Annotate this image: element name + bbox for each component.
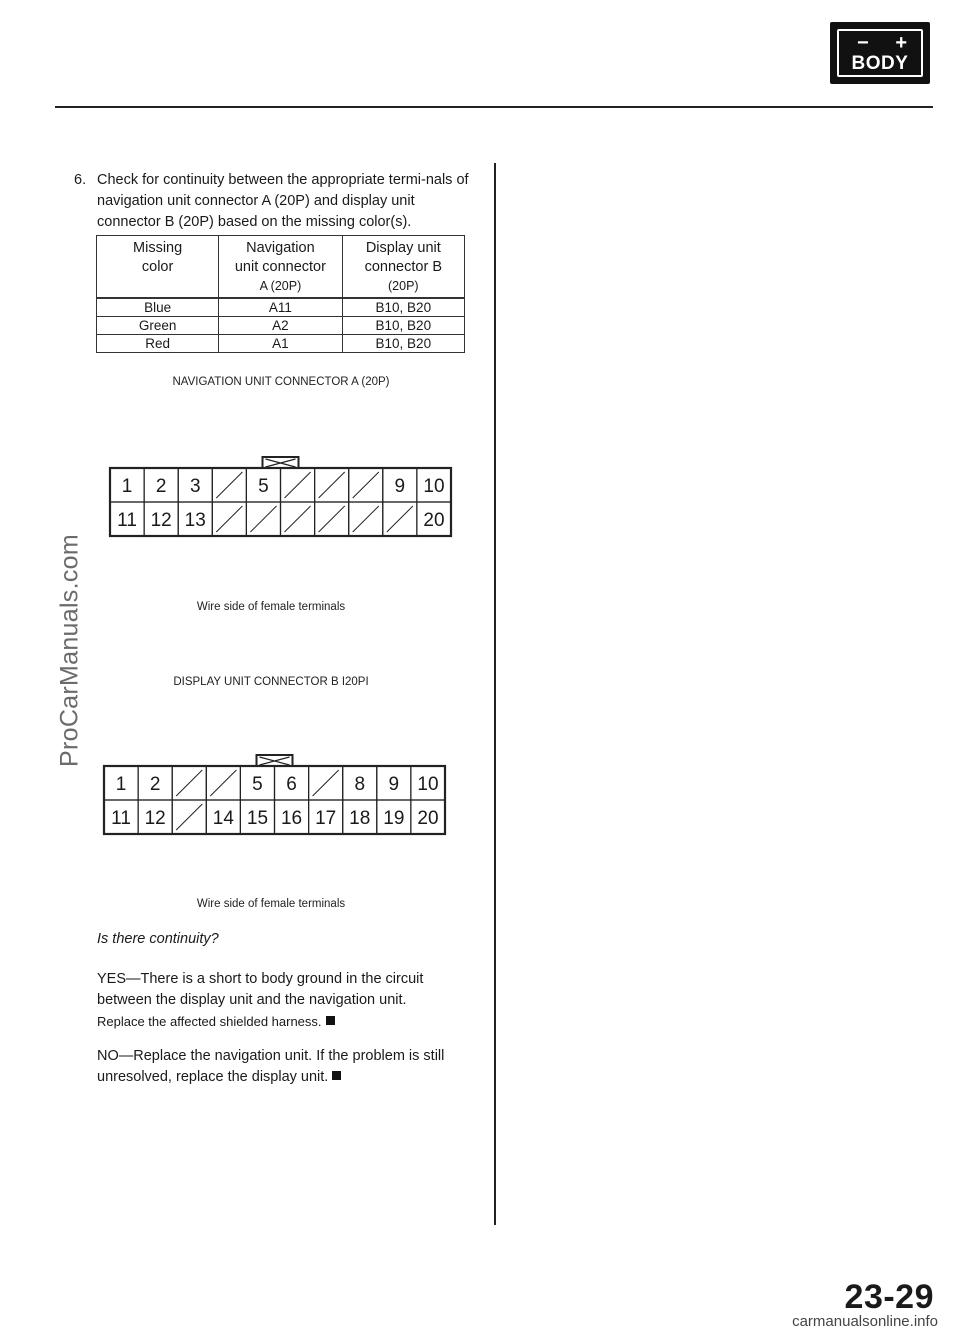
connector-a-empty-cavity xyxy=(353,506,379,532)
connector-b-empty-cavity xyxy=(176,770,202,796)
connector-a-terminal-number: 12 xyxy=(150,510,172,531)
header-missing-color: Missing color xyxy=(97,236,219,299)
connector-a-empty-cavity xyxy=(319,472,345,498)
connector-b-empty-cavity xyxy=(176,804,202,830)
table-row: Red A1 B10, B20 xyxy=(97,335,465,353)
battery-minus-icon: − xyxy=(857,32,869,54)
question-text: Is there continuity? xyxy=(97,931,219,947)
connector-b-terminal-number: 1 xyxy=(115,774,127,795)
connector-b-svg xyxy=(102,754,447,838)
connector-a-empty-cavity xyxy=(319,506,345,532)
connector-a-terminal-number: 2 xyxy=(155,476,167,497)
connector-a-caption: Wire side of female terminals xyxy=(196,601,346,613)
header-divider xyxy=(55,106,933,108)
connector-b-terminal-number: 14 xyxy=(212,808,234,829)
end-square-icon xyxy=(332,1071,341,1080)
connector-a-empty-cavity xyxy=(353,472,379,498)
yes-text: YES—There is a short to body ground in the circuit between the display unit and the navigation unit. xyxy=(97,971,424,1008)
connector-b-terminal-number: 8 xyxy=(354,774,366,795)
connector-a-empty-cavity xyxy=(285,472,311,498)
connector-b-terminal-number: 19 xyxy=(383,808,405,829)
page-number: 23-29 xyxy=(844,1278,934,1316)
connector-b-title: DISPLAY UNIT CONNECTOR B I20PI xyxy=(173,676,369,688)
connector-b-terminal-number: 20 xyxy=(417,808,439,829)
battery-body-badge xyxy=(830,22,930,84)
connector-a-empty-cavity xyxy=(387,506,413,532)
no-text: NO—Replace the navigation unit. If the problem is still unresolved, replace the display unit. xyxy=(97,1048,445,1085)
connector-a-title: NAVIGATION UNIT CONNECTOR A (20P) xyxy=(172,376,390,388)
step-number: 6. xyxy=(74,172,87,188)
connector-b-terminal-number: 9 xyxy=(388,774,400,795)
battery-icon xyxy=(837,29,923,77)
connector-b-terminal-number: 10 xyxy=(417,774,439,795)
header-display-connector: Display unit connector B (20P) xyxy=(342,236,464,299)
connector-b-terminal-number: 18 xyxy=(349,808,371,829)
connector-b-terminal-number: 15 xyxy=(246,808,269,829)
connector-a-empty-cavity xyxy=(250,506,276,532)
connector-b-terminal-number: 6 xyxy=(286,774,297,795)
connector-a-terminal-number: 9 xyxy=(394,476,406,497)
connector-a-terminal-number: 3 xyxy=(189,476,201,497)
no-answer xyxy=(97,1046,467,1088)
end-square-icon xyxy=(326,1016,335,1025)
step-text: Check for continuity between the appropriate termi-nals of navigation unit connector A (20P) and display unit connector B (20P) based on the missing color(s). xyxy=(97,172,469,230)
connector-a-terminal-number: 5 xyxy=(258,476,269,497)
connector-a-empty-cavity xyxy=(285,506,311,532)
connector-b-terminal-number: 16 xyxy=(280,808,303,829)
table-header-row xyxy=(97,236,465,299)
connector-b-terminal-number: 17 xyxy=(315,808,337,829)
connector-a-diagram xyxy=(110,456,451,541)
connector-a-empty-cavity xyxy=(216,472,242,498)
connector-b-diagram xyxy=(104,754,445,839)
yes-action: Replace the affected shielded harness. xyxy=(97,1014,322,1029)
connector-a-terminal-number: 1 xyxy=(121,476,133,497)
table-row: Blue A11 B10, B20 xyxy=(97,298,465,317)
missing-color-table xyxy=(96,235,465,353)
column-divider xyxy=(494,163,496,1225)
connector-a-empty-cavity xyxy=(216,506,242,532)
connector-a-terminal-number: 11 xyxy=(117,510,137,531)
connector-b-terminal-number: 5 xyxy=(252,774,263,795)
connector-b-caption: Wire side of female terminals xyxy=(196,898,346,910)
section-label: BODY xyxy=(851,53,909,74)
header-navigation-connector: Navigation unit connector A (20P) xyxy=(219,236,342,299)
battery-plus-icon: + xyxy=(895,32,907,54)
footer-watermark: carmanualsonline.info xyxy=(792,1313,938,1330)
connector-a-svg xyxy=(108,456,453,540)
connector-b-empty-cavity xyxy=(210,770,236,796)
connector-b-terminal-number: 11 xyxy=(111,808,131,829)
yes-answer xyxy=(97,969,467,1033)
connector-b-terminal-number: 2 xyxy=(149,774,161,795)
connector-a-terminal-number: 10 xyxy=(423,476,445,497)
connector-a-terminal-number: 13 xyxy=(184,510,206,531)
connector-a-terminal-number: 20 xyxy=(423,510,445,531)
connector-b-terminal-number: 12 xyxy=(144,808,166,829)
table-row: Green A2 B10, B20 xyxy=(97,317,465,335)
connector-b-empty-cavity xyxy=(313,770,339,796)
side-watermark: ProCarManuals.com xyxy=(55,534,84,767)
